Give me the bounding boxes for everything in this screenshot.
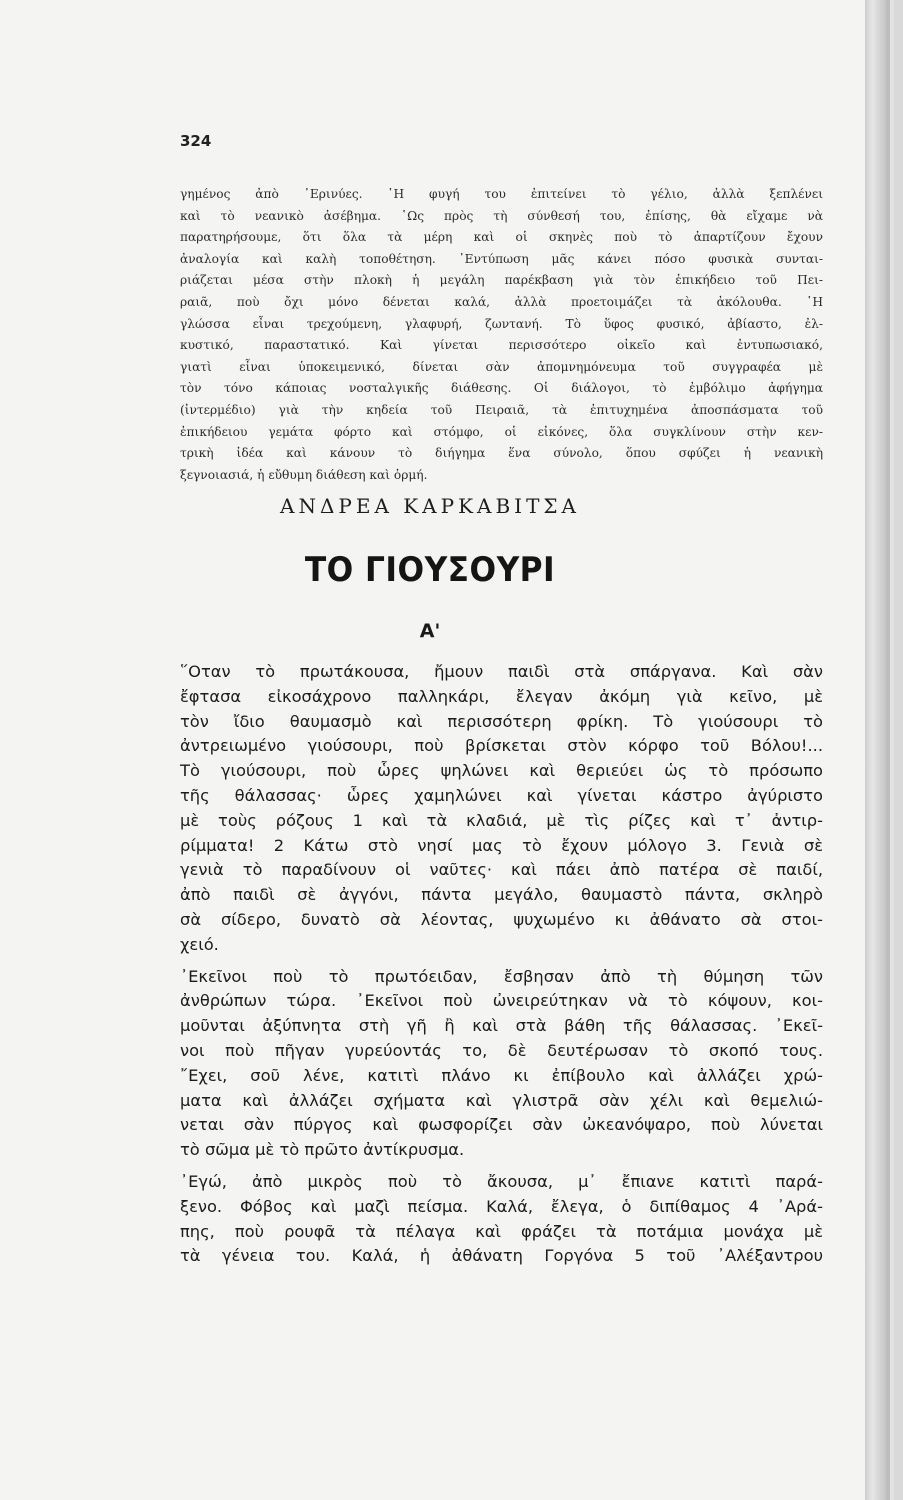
text-line: ἀπὸ παιδὶ σὲ ἀγγόνι, πάντα μεγάλο, θαυμαστὸ πάντα, σκληρὸ [180,885,823,905]
text-line: χειό. [180,934,219,954]
text-line: ἔφτασα εἰκοσάχρονο παλληκάρι, ἔλεγαν ἀκόμη γιὰ κεῖνο, μὲ [180,686,823,706]
story-paragraph [180,1170,823,1269]
intro-line: ἐπικήδειου γεμάτα φόρτο καὶ στόμφο, οἱ εἰκόνες, ὅλα συγκλίνουν στὴν κεν- [180,424,823,439]
intro-line: γλώσσα εἶναι τρεχούμενη, γλαφυρή, ζωντανή. Τὸ ὕφος φυσικό, ἀβίαστο, ἐλ- [180,316,823,331]
intro-line: κυστικό, παραστατικό. Καὶ γίνεται περισσότερο οἰκεῖο καὶ ἐντυπωσιακό, [180,338,823,353]
text-line: τῆς θάλασσας· ὧρες χαμηλώνει καὶ γίνεται κάστρο ἀγύριστο [180,785,823,805]
text-line: τὰ γένεια του. Καλά, ἡ ἀθάνατη Γοργόνα 5 τοῦ ᾽Αλέξαντρου [180,1246,823,1266]
text-line: πης, ποὺ ρουφᾶ τὰ πέλαγα καὶ φράζει τὰ ποτάμια μονάχα μὲ [180,1221,823,1241]
text-line: ρίμματα! 2 Κάτω στὸ νησί μας τὸ ἔχουν μόλογο 3. Γενιὰ σὲ [180,835,823,855]
intro-line: ἀναλογία καὶ καλὴ τοποθέτηση. ᾽Εντύπωση μᾶς κάνει πόσο φυσικὰ συνται- [180,251,823,266]
story-paragraph [180,660,823,958]
text-line: ἀντρειωμένο γιούσουρι, ποὺ βρίσκεται στὸν κόρφο τοῦ Βόλου!... [180,736,823,756]
text-line: ῞Οταν τὸ πρωτάκουσα, ἤμουν παιδὶ στὰ σπάργανα. Καὶ σὰν [180,662,823,681]
story-paragraph [180,965,823,1163]
chapter-number: Α' [419,620,441,642]
page-number: 324 [180,132,212,150]
intro-line: ριάζεται μέσα στὴν πλοκὴ ἡ μεγάλη παρέκβαση γιὰ τὸν ἐπικήδειο τοῦ Πει- [180,273,823,288]
text-line: νοι ποὺ πῆγαν γυρεύοντάς το, δὲ δευτέρωσαν τὸ σκοπό τους. [180,1040,823,1060]
text-line: ᾽Εκεῖνοι ποὺ τὸ πρωτόειδαν, ἔσβησαν ἀπὸ τὴ θύμηση τῶν [180,966,823,986]
text-line: μὲ τοὺς ρόζους 1 καὶ τὰ κλαδιά, μὲ τὶς ρίζες καὶ τ᾽ ἀντιρ- [180,810,823,830]
text-line: ξενο. Φόβος καὶ μαζὶ πείσμα. Καλά, ἔλεγα, ὁ διπίθαμος 4 ᾽Αρά- [180,1196,823,1216]
intro-line: (ἰντερμέδιο) γιὰ τὴν κηδεία τοῦ Πειραιᾶ, τὰ ἐπιτυχημένα ἀποσπάσματα τοῦ [180,402,823,417]
intro-line: ξεγνοιασιά, ἡ εὔθυμη διάθεση καὶ ὁρμή. [180,467,428,482]
intro-line: καὶ τὸ νεανικὸ ἀσέβημα. ῾Ως πρὸς τὴ σύνθεσή του, ἐπίσης, θὰ εἴχαμε νὰ [180,208,823,223]
story-title: ΤΟ ΓΙΟΥΣΟΥΡΙ [304,550,556,590]
intro-line: γημένος ἀπὸ ᾽Ερινύες. ῾Η φυγή του ἐπιτείνει τὸ γέλιο, ἀλλὰ ξεπλένει [180,187,823,201]
text-line: τὸν ἴδιο θαυμασμὸ καὶ περισσότερη φρίκη. Τὸ γιούσουρι τὸ [180,711,823,731]
text-line: ᾽Εγώ, ἀπὸ μικρὸς ποὺ τὸ ἄκουσα, μ᾽ ἔπιανε κατιτὶ παρά- [180,1171,823,1191]
text-line: σὰ σίδερο, δυνατὸ σὰ λέοντας, ψυχωμένο κι ἀθάνατο σὰ στοι- [180,909,823,929]
text-line: γενιὰ τὸ παραδίνουν οἱ ναῦτες· καὶ πάει ἀπὸ πατέρα σὲ παιδί, [180,860,823,880]
text-line: νεται σὰν πύργος καὶ φωσφορίζει σὰν ὠκεανόψαρο, ποὺ λύνεται [180,1115,823,1135]
intro-line: γιατὶ εἶναι ὑποκειμενικό, δίνεται σὰν ἀπομνημόνευμα τοῦ συγγραφέα μὲ [180,359,823,374]
text-line: ματα καὶ ἀλλάζει σχήματα καὶ γλιστρᾶ σὰν χέλι καὶ θεμελιώ- [180,1090,823,1110]
text-line: ῎Εχει, σοῦ λένε, κατιτὶ πλάνο κι ἐπίβουλο καὶ ἀλλάζει χρώ- [180,1065,823,1085]
intro-line: παρατηρήσουμε, ὅτι ὅλα τὰ μέρη καὶ οἱ σκηνὲς ποὺ τὸ ἀπαρτίζουν ἔχουν [180,230,823,245]
text-line: ἀνθρώπων τώρα. ᾽Εκεῖνοι ποὺ ὠνειρεύτηκαν νὰ τὸ κόψουν, κοι- [180,991,823,1011]
intro-line: τρικὴ ἰδέα καὶ κάνουν τὸ διήγημα ἕνα σύνολο, ὅπου σφύζει ἡ νεανικὴ [180,446,823,461]
story-body [180,660,823,1276]
author-heading: ΑΝΔΡΕΑ ΚΑΡΚΑΒΙΤΣΑ [280,494,580,518]
text-line: Τὸ γιούσουρι, ποὺ ὧρες ψηλώνει καὶ θεριεύει ὡς τὸ πρόσωπο [180,761,823,781]
intro-text [180,184,823,486]
text-line: μοῦνται ἀξύπνητα στὴ γῆ ἢ καὶ στὰ βάθη τῆς θάλασσας. ᾽Εκεῖ- [180,1016,823,1036]
text-line: τὸ σῶμα μὲ τὸ πρῶτο ἀντίκρυσμα. [180,1140,465,1160]
intro-line: ραιᾶ, ποὺ ὄχι μόνο δένεται καλά, ἀλλὰ προετοιμάζει τὰ ἀκόλουθα. ῾Η [180,294,823,309]
page-edge [865,0,884,1500]
intro-line: τὸν τόνο κάποιας νοσταλγικῆς διάθεσης. Οἱ διάλογοι, τὸ ἐμβόλιμο ἀφήγημα [180,381,823,396]
